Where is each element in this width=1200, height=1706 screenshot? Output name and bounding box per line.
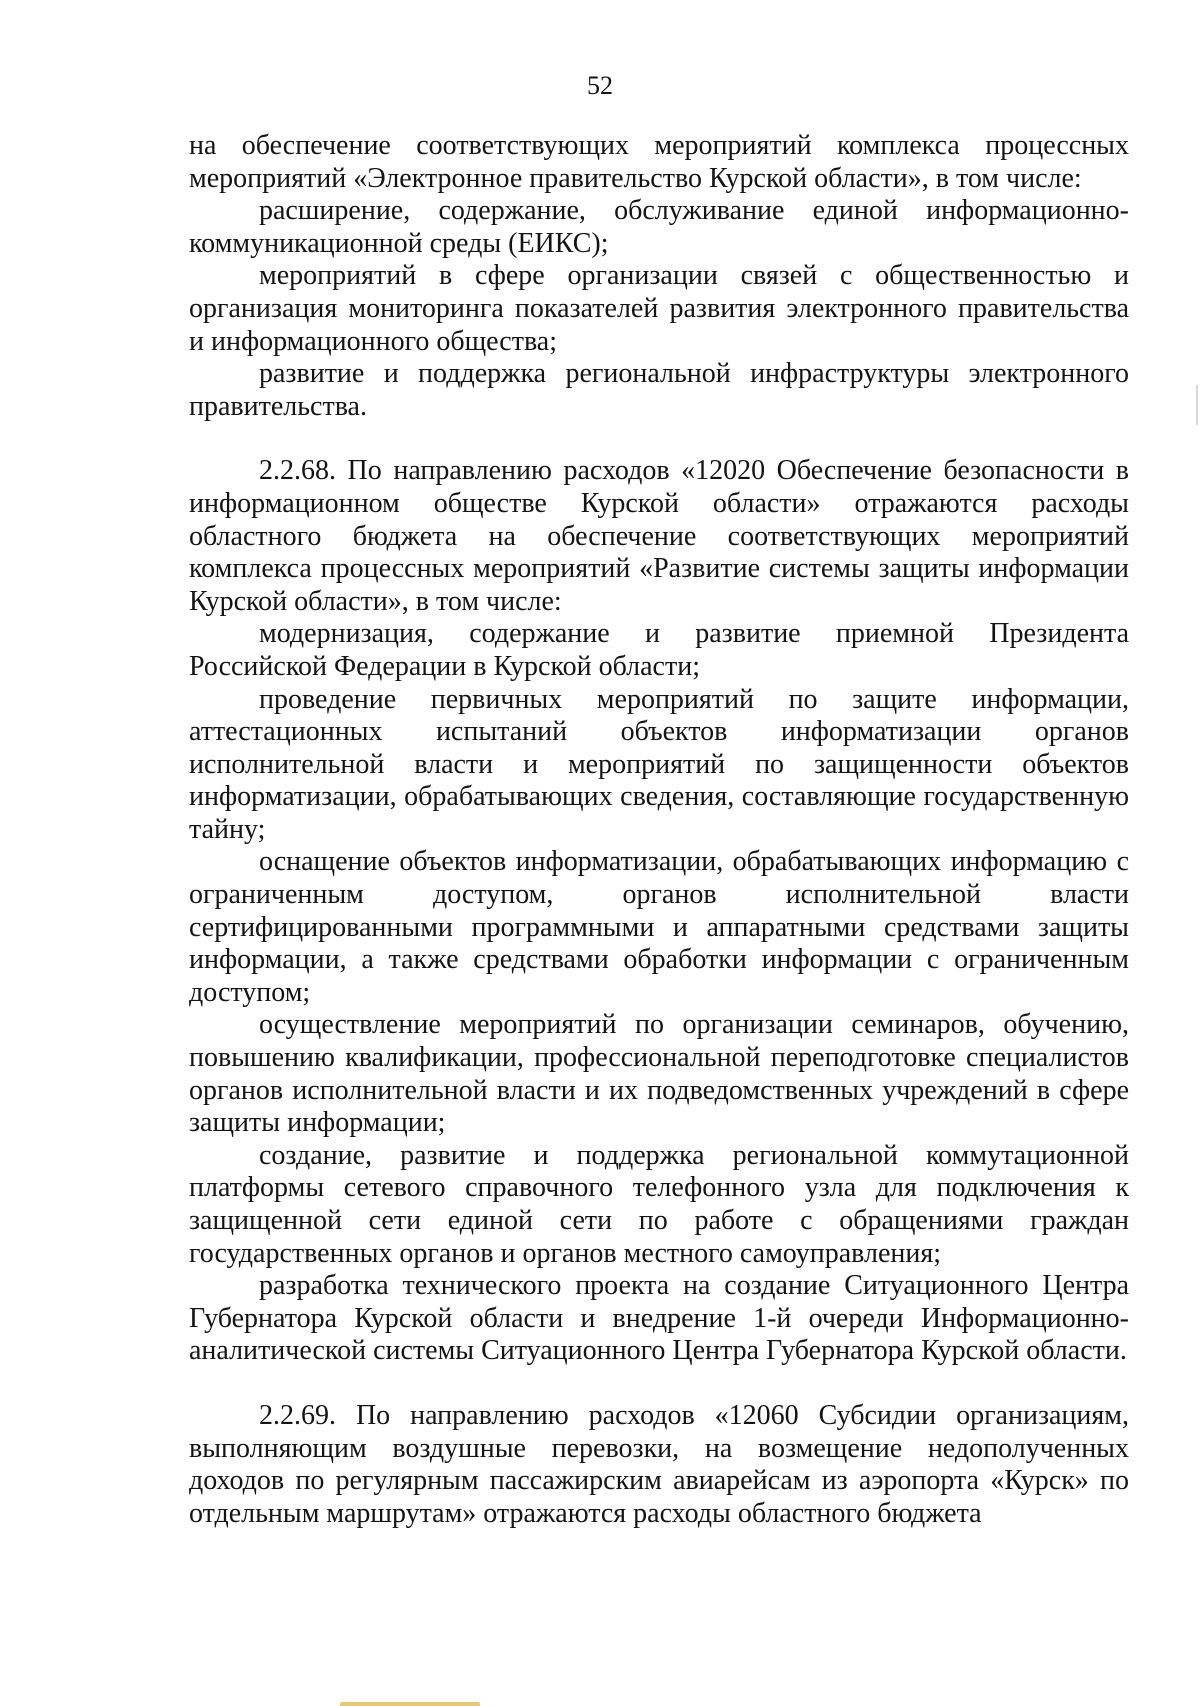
paragraph-section-2-2-69: 2.2.69. По направлению расходов «12060 Субсидии организациям, выполняющим воздушные перевозки, на возмещение недополученных доходов по регулярным пассажирским авиарейсам из аэропорта «Курск» по отдельным маршрутам» отражаются расходы областного бюджета [189, 1399, 1129, 1529]
paragraph-item-switching-platform: создание, развитие и поддержка региональной коммутационной платформы сетевого справочного телефонного узла для подключения к защищенной сети единой сети по работе с обращениями граждан государственных органов и органов местного самоуправления; [189, 1139, 1129, 1269]
paragraph-item-primary-measures: проведение первичных мероприятий по защите информации, аттестационных испытаний объектов информатизации органов исполнительной власти и мероприятий по защищенности объектов информатизации, обрабатывающих сведения, составляющие государственную тайну; [189, 683, 1129, 845]
paragraph-item-public-relations: мероприятий в сфере организации связей с общественностью и организация мониторинга показателей развития электронного правительства и информационного общества; [189, 260, 1129, 357]
page-number: 52 [587, 71, 613, 100]
scan-bottom-mark [340, 1702, 480, 1706]
paragraph-item-reception: модернизация, содержание и развитие приемной Президента Российской Федерации в Курской области; [189, 618, 1129, 682]
paragraph-item-situation-center: разработка технического проекта на создание Ситуационного Центра Губернатора Курской области и внедрение 1-й очереди Информационно-аналитической системы Ситуационного Центра Губернатора Курской области. [189, 1270, 1129, 1367]
scan-edge-mark [1196, 385, 1198, 425]
paragraph-intro-continued: на обеспечение соответствующих мероприятий комплекса процессных мероприятий «Электронное правительство Курской области», в том числе: [189, 130, 1129, 194]
paragraph-item-infrastructure: развитие и поддержка региональной инфраструктуры электронного правительства. [189, 358, 1129, 422]
paragraph-item-training: осуществление мероприятий по организации семинаров, обучению, повышению квалификации, профессиональной переподготовке специалистов органов исполнительной власти и их подведомственных учреждений в сфере защиты информации; [189, 1009, 1129, 1139]
paragraph-section-2-2-68: 2.2.68. По направлению расходов «12020 Обеспечение безопасности в информационном обществе Курской области» отражаются расходы областного бюджета на обеспечение соответствующих мероприятий комплекса процессных мероприятий «Развитие системы защиты информации Курской области», в том числе: [189, 455, 1129, 617]
document-body [189, 130, 1129, 1530]
paragraph-item-eiks: расширение, содержание, обслуживание единой информационно-коммуникационной среды (ЕИКС); [189, 195, 1129, 259]
paragraph-item-equipment: оснащение объектов информатизации, обрабатывающих информацию с ограниченным доступом, органов исполнительной власти сертифицированными программными и аппаратными средствами защиты информации, а также средствами обработки информации с ограниченным доступом; [189, 846, 1129, 1008]
